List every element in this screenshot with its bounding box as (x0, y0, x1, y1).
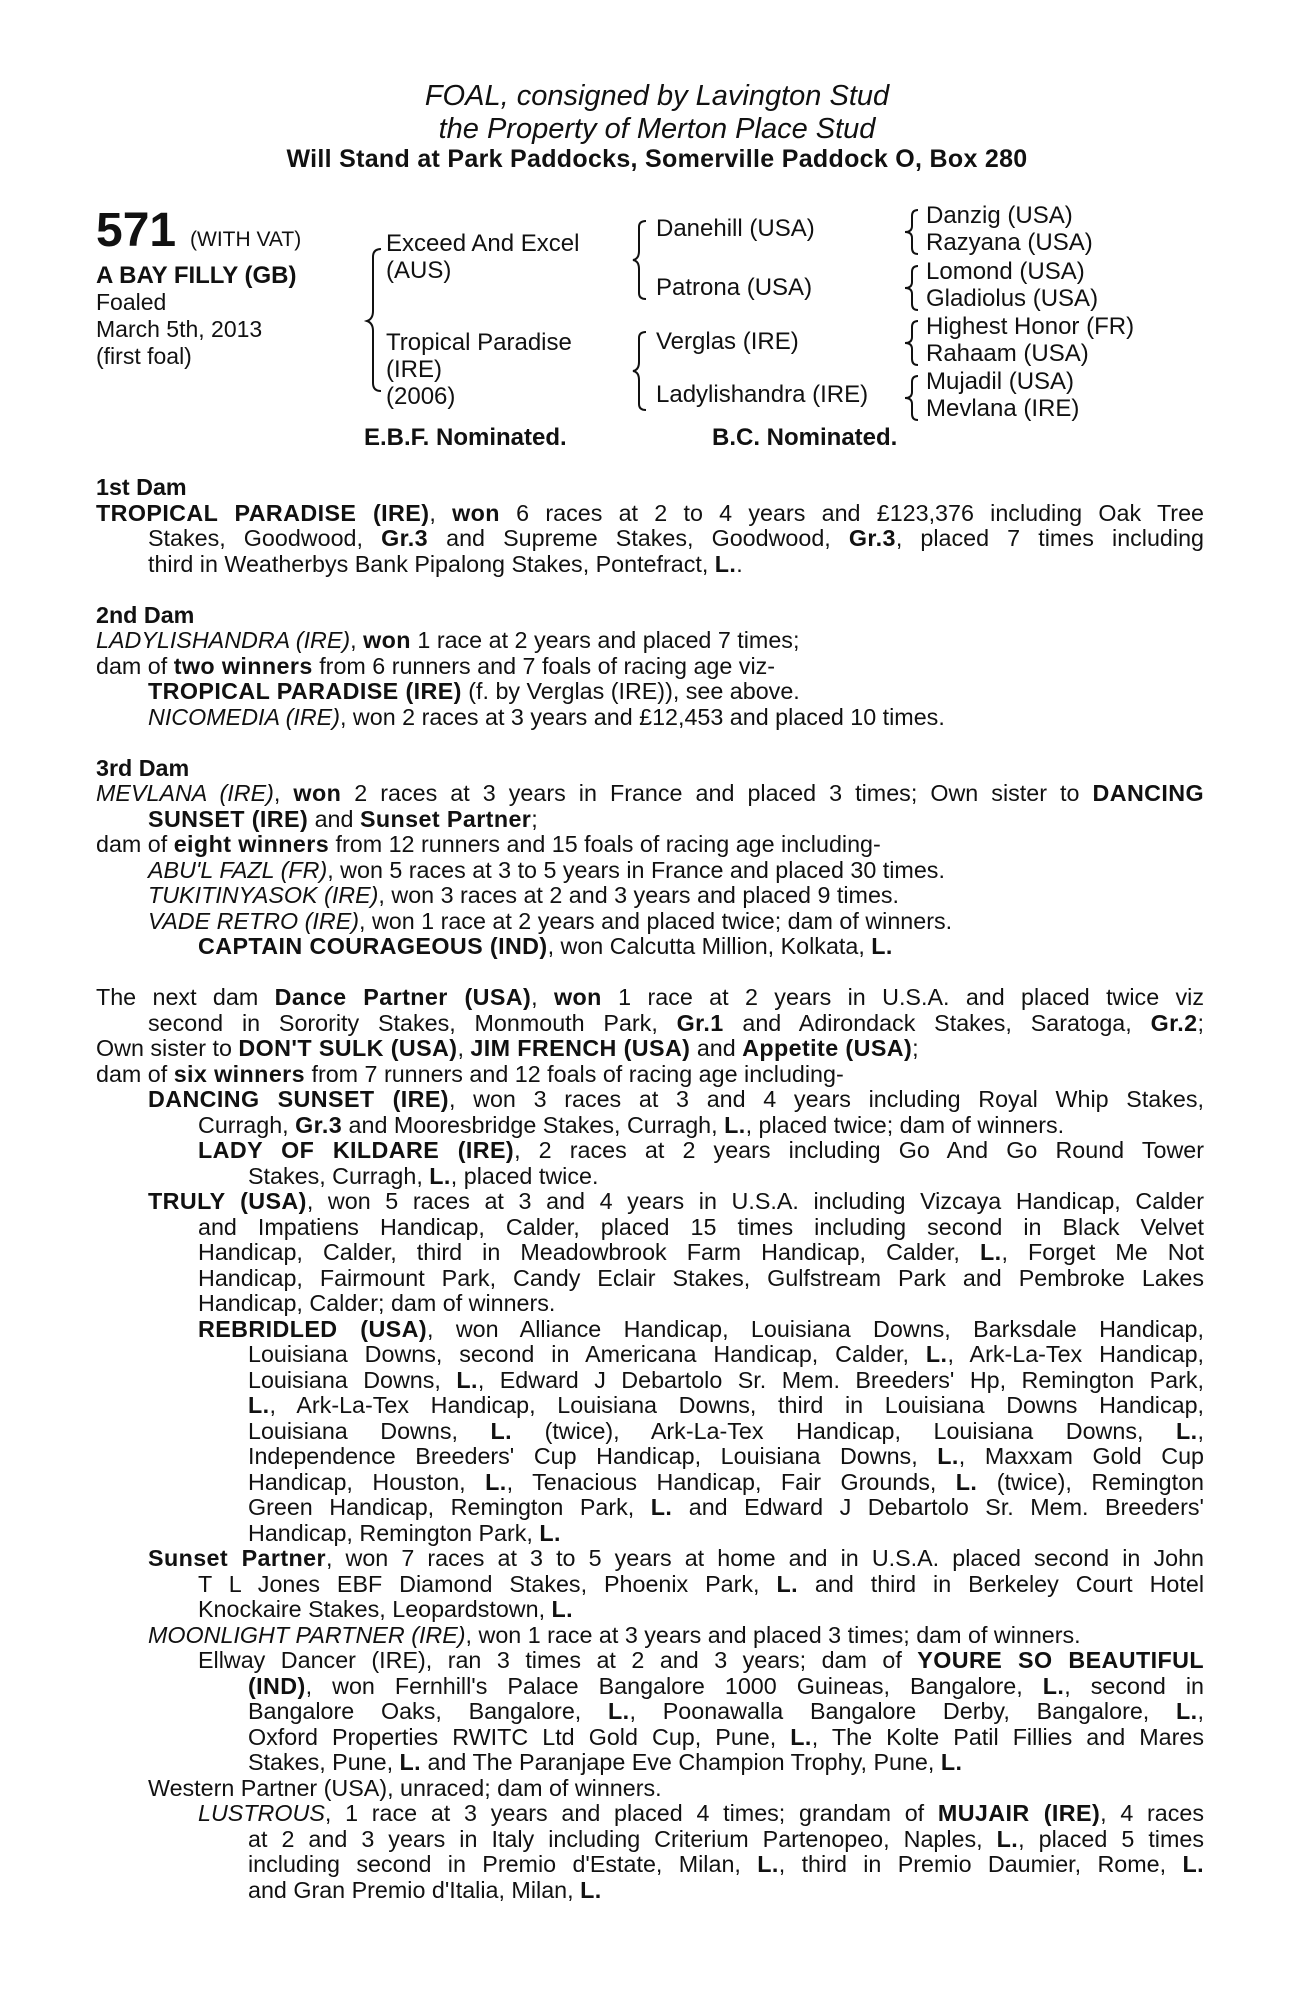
text: Stakes, Curragh, (248, 1162, 430, 1189)
horse-name: Sunset Partner (148, 1546, 326, 1571)
header-consignor: FOAL, consigned by Lavington Stud (424, 80, 890, 112)
text: Independence Breeders' Cup Handicap, Louisiana Downs, (248, 1444, 938, 1469)
dam3-name: MEVLANA (IRE) (96, 781, 274, 806)
text: dam of (96, 1060, 174, 1087)
listed: L. (650, 1495, 673, 1520)
text: and Gran Premio d'Italia, Milan, (248, 1876, 581, 1903)
listed: L. (1182, 1852, 1204, 1877)
horse-name: NICOMEDIA (IRE) (148, 703, 340, 730)
dam3-heading: 3rd Dam (96, 754, 190, 781)
text: from 6 runners and 7 foals of racing age viz- (312, 652, 776, 679)
grade: Gr.2 (1150, 1010, 1198, 1036)
listed: L. (1042, 1673, 1065, 1699)
text: Handicap, Fairmount Park, Candy Eclair Stakes, Gulfstream Park and Pembroke Lakes (198, 1265, 1204, 1291)
horse-name: CAPTAIN COURAGEOUS (IND) (198, 933, 548, 959)
listed: L. (429, 1162, 451, 1189)
listed: L. (757, 1852, 779, 1877)
text: , Ark-La-Tex Handicap, Louisiana Downs, third in Louisiana Downs Handicap, (269, 1393, 1204, 1418)
text: , 4 races (1100, 1801, 1204, 1826)
listed: L. (979, 1240, 1002, 1265)
pedigree-g2: Razyana (USA) (926, 229, 1093, 256)
lot-foaled-date: March 5th, 2013 (96, 316, 263, 342)
listed: L. (937, 1444, 959, 1469)
header-stand: Will Stand at Park Paddocks, Somerville Paddock O, Box 280 (286, 145, 1028, 173)
rebridled-line6 (96, 1444, 1204, 1470)
lot-number: 571 (96, 204, 177, 257)
rebridled-line7 (96, 1470, 1204, 1496)
horse-name: DANCING (1092, 781, 1204, 806)
bc-nominated: B.C. Nominated. (712, 424, 898, 451)
nextdam-line1 (96, 985, 1204, 1011)
lady-kildare-line1 (96, 1138, 1204, 1164)
text: , third in Premio Daumier, Rome, (778, 1852, 1183, 1877)
text: ; (1197, 1010, 1204, 1036)
listed: L. (871, 933, 893, 959)
dam2-child1 (96, 679, 1204, 705)
ellway-dancer-line4 (96, 1725, 1204, 1751)
pedigree-g3: Lomond (USA) (926, 258, 1085, 285)
dam1-line2 (96, 526, 1204, 552)
rebridled-line5 (96, 1419, 1204, 1445)
rebridled-line8 (96, 1495, 1204, 1521)
text: , won 5 races at 3 and 4 years in U.S.A. including Vizcaya Handicap, Calder (306, 1189, 1204, 1214)
text: , 2 races at 2 years including Go And Go Round Tower (514, 1138, 1204, 1163)
pedigree-bracket-2b (630, 328, 650, 414)
lustrous-line4 (96, 1878, 1204, 1904)
text: Handicap, Remington Park, (248, 1519, 540, 1546)
text: Louisiana Downs, second in Americana Handicap, Calder, (248, 1342, 926, 1367)
pedigree-g5: Highest Honor (FR) (926, 313, 1135, 340)
text: 2 races at 3 years in France and placed 3 times; Own sister to (341, 781, 1093, 806)
listed: L. (551, 1596, 574, 1622)
listed: L. (790, 1724, 812, 1750)
pedigree-g8: Mevlana (IRE) (926, 395, 1080, 422)
text: Louisiana Downs, (248, 1367, 457, 1393)
dancing-sunset-line1 (96, 1087, 1204, 1113)
dam3-line3 (96, 832, 1204, 858)
text: third in Weatherbys Bank Pipalong Stakes, Pontefract, (148, 550, 715, 577)
text: Handicap, Houston, (248, 1469, 486, 1495)
listed: L. (490, 1418, 513, 1444)
horse-name: TROPICAL PARADISE (IRE) (148, 678, 462, 704)
text: and Supreme Stakes, Goodwood, (428, 526, 849, 551)
truly-line5 (96, 1291, 1204, 1317)
text: ; (912, 1035, 919, 1061)
text: (f. by Verglas (IRE)), see above. (461, 678, 800, 704)
truly-line4 (96, 1266, 1204, 1292)
dam2-child2 (96, 705, 1204, 731)
dam2-line1: LADYLISHANDRA (IRE), won 1 race at 2 years and placed 7 times; (96, 627, 800, 653)
text: , Edward J Debartolo Sr. Mem. Breeders' Hp, Remington Park, (477, 1367, 1204, 1393)
pedigree-dam-dam: Ladylishandra (IRE) (656, 381, 869, 408)
text: and Adirondack Stakes, Saratoga, (723, 1010, 1151, 1036)
rebridled-line3 (96, 1368, 1204, 1394)
text: Stakes, Goodwood, (148, 526, 382, 551)
horse-name: JIM FRENCH (USA) (470, 1035, 691, 1061)
horse-name: REBRIDLED (USA) (198, 1316, 427, 1342)
horse-name: MOONLIGHT PARTNER (IRE) (148, 1621, 466, 1648)
pedigree-dam-country: (IRE) (386, 356, 442, 383)
text: Oxford Properties RWITC Ltd Gold Cup, Pune, (248, 1724, 791, 1750)
text: , won 3 races at 2 and 3 years and placed 9 times. (378, 882, 900, 908)
text: , won 5 races at 3 to 5 years in France and placed 30 times. (327, 856, 945, 883)
listed: L. (724, 1111, 746, 1138)
text: , second in (1064, 1673, 1204, 1699)
listed: L. (485, 1469, 507, 1495)
listed: L. (399, 1749, 422, 1775)
text: and (690, 1035, 743, 1061)
text: , (531, 985, 554, 1010)
listed: L. (940, 1749, 963, 1775)
text: 1 race at 2 years in U.S.A. and placed twice viz (601, 985, 1204, 1010)
text: , won 1 race at 2 years and placed twice; dam of winners. (359, 907, 953, 934)
listed: L. (996, 1826, 1019, 1852)
rebridled-line2 (96, 1342, 1204, 1368)
grade: Gr.3 (848, 526, 896, 551)
pedigree-bracket-1 (365, 245, 385, 395)
grade: Gr.3 (295, 1111, 343, 1138)
pedigree-dam: Tropical Paradise (386, 329, 572, 356)
dam1-line1: TROPICAL PARADISE (IRE), won 6 races at 2 to 4 years and £123,376 including Oak Tree (96, 500, 1204, 526)
text: , placed 7 times including (895, 526, 1204, 551)
text: and Mooresbridge Stakes, Curragh, (342, 1111, 725, 1138)
horse-name: Sunset Partner (359, 805, 532, 832)
text: , won Alliance Handicap, Louisiana Downs, Barksdale Handicap, (427, 1316, 1204, 1342)
text: Bangalore Oaks, Bangalore, (248, 1699, 609, 1724)
western-partner-line: Western Partner (USA), unraced; dam of winners. (148, 1774, 662, 1801)
dam1-name: TROPICAL PARADISE (IRE) (96, 500, 430, 526)
truly-line1 (96, 1189, 1204, 1215)
text: , won Fernhill's Palace Bangalore 1000 Guineas, Bangalore, (305, 1673, 1043, 1699)
text: T L Jones EBF Diamond Stakes, Phoenix Park, (198, 1571, 777, 1597)
rebridled-line9 (96, 1521, 1204, 1547)
text: Curragh, (198, 1111, 296, 1138)
text: , Poonawalla Bangalore Derby, Bangalore, (629, 1699, 1177, 1724)
horse-name: DANCING SUNSET (IRE) (148, 1087, 449, 1112)
horse-name: TRULY (USA) (148, 1189, 307, 1214)
horse-name: YOURE SO BEAUTIFUL (917, 1648, 1204, 1673)
dam2-won: won (363, 627, 411, 653)
listed: L. (925, 1342, 948, 1367)
spacer (96, 577, 1204, 603)
header-property: the Property of Merton Place Stud (438, 113, 876, 145)
lustrous-line1 (96, 1801, 1204, 1827)
horse-name: ABU'L FAZL (FR) (148, 856, 328, 883)
grade: Gr.1 (676, 1010, 724, 1036)
ebf-nominated: E.B.F. Nominated. (364, 424, 567, 451)
text: Ellway Dancer (IRE), ran 3 times at 2 and 3 years; dam of (198, 1648, 918, 1673)
text: from 7 runners and 12 foals of racing age including- (305, 1060, 844, 1087)
sunset-partner-line2 (96, 1572, 1204, 1598)
horse-name: LADY OF KILDARE (IRE) (198, 1138, 515, 1163)
dam3-child3 (96, 909, 1204, 935)
horse-name: Appetite (USA) (742, 1035, 913, 1061)
dam3-line1: MEVLANA (IRE), won 2 races at 3 years in France and placed 3 times; Own sister to DANCING (96, 781, 1204, 806)
text: and third in Berkeley Court Hotel (797, 1571, 1204, 1597)
nextdam-line4 (96, 1062, 1204, 1088)
pedigree-g6: Rahaam (USA) (926, 340, 1089, 367)
text: , won 3 races at 3 and 4 years including Royal Whip Stakes, (448, 1087, 1204, 1112)
text: , 1 race at 3 years and placed 4 times; grandam of (324, 1801, 938, 1826)
lot-first-foal: (first foal) (96, 343, 192, 369)
rebridled-line4 (96, 1393, 1204, 1419)
text: dam of (96, 652, 174, 679)
text: , won 1 race at 3 years and placed 3 times; dam of winners. (465, 1621, 1081, 1648)
horse-name: SUNSET (IRE) (148, 805, 309, 832)
text: , (457, 1035, 471, 1061)
lot-vat: (WITH VAT) (190, 228, 302, 251)
pedigree-dam-year: (2006) (386, 383, 456, 410)
text: , won Calcutta Million, Kolkata, (547, 933, 872, 959)
text: The next dam (96, 985, 275, 1010)
horse-name: DON'T SULK (USA) (238, 1035, 458, 1061)
listed: L. (580, 1876, 602, 1903)
listed: L. (776, 1571, 798, 1597)
dam3-child1 (96, 858, 1204, 884)
text: at 2 and 3 years in Italy including Criterium Partenopeo, Naples, (248, 1826, 997, 1852)
text: dam of (96, 831, 174, 857)
listed: L. (248, 1393, 270, 1418)
listed: L. (456, 1367, 478, 1393)
listed: L. (955, 1469, 978, 1495)
pedigree-bracket-3b (902, 262, 922, 314)
text: , (1197, 1418, 1204, 1444)
pedigree-sire-country: (AUS) (386, 257, 452, 284)
lot-horse-name: A BAY FILLY (GB) (96, 262, 297, 289)
pedigree-sire: Exceed And Excel (386, 230, 580, 257)
text: , won 2 races at 3 years and £12,453 and placed 10 times. (339, 703, 945, 730)
listed: L. (539, 1519, 561, 1546)
moonlight-partner-line (96, 1623, 1204, 1649)
text: , Forget Me Not (1001, 1240, 1204, 1265)
sunset-partner-line1 (96, 1546, 1204, 1572)
lot-foaled-label: Foaled (96, 289, 167, 315)
pedigree-bracket-3a (902, 206, 922, 258)
listed: L. (1176, 1418, 1198, 1444)
text: , won 7 races at 3 to 5 years at home and in U.S.A. placed second in John (325, 1546, 1204, 1571)
dam3-grandchild (96, 934, 1204, 960)
dam2-heading: 2nd Dam (96, 601, 195, 628)
spacer (96, 960, 1204, 986)
text: Handicap, Calder; dam of winners. (198, 1290, 556, 1316)
winners-count: eight winners (173, 831, 330, 857)
pedigree-g4: Gladiolus (USA) (926, 285, 1099, 312)
catalogue-body (96, 475, 1204, 1903)
lustrous-line2 (96, 1827, 1204, 1853)
horse-name: LUSTROUS (198, 1801, 325, 1826)
pedigree-bracket-3d (902, 372, 922, 424)
text: Handicap, Calder, third in Meadowbrook Farm Handicap, Calder, (198, 1240, 980, 1265)
dam3-child2 (96, 883, 1204, 909)
text: 6 races at 2 to 4 years and £123,376 including Oak Tree (499, 500, 1204, 526)
text: (twice), Ark-La-Tex Handicap, Louisiana Downs, (512, 1418, 1177, 1444)
text: second in Sorority Stakes, Monmouth Park, (148, 1010, 677, 1036)
text: , Maxxam Gold Cup (958, 1444, 1204, 1469)
listed: L. (608, 1699, 630, 1724)
horse-name: (IND) (248, 1673, 306, 1699)
truly-line3 (96, 1240, 1204, 1266)
sunset-partner-line3 (96, 1597, 1204, 1623)
text: and Impatiens Handicap, Calder, placed 15 times including second in Black Velvet (198, 1214, 1204, 1240)
text: including second in Premio d'Estate, Milan, (248, 1852, 758, 1877)
ellway-dancer-line3 (96, 1699, 1204, 1725)
dam1-won: won (452, 500, 500, 526)
text: Green Handicap, Remington Park, (248, 1495, 651, 1520)
text: . (736, 550, 743, 577)
rebridled-line1 (96, 1317, 1204, 1343)
text: , The Kolte Patil Fillies and Mares (811, 1724, 1204, 1750)
pedigree-g1: Danzig (USA) (926, 202, 1073, 229)
text: , placed 5 times (1018, 1826, 1204, 1852)
text: , Ark-La-Tex Handicap, (947, 1342, 1204, 1367)
pedigree-bracket-3c (902, 317, 922, 369)
text: and Edward J Debartolo Sr. Mem. Breeders' (672, 1495, 1204, 1520)
text: and (308, 805, 360, 832)
dam2-line2 (96, 654, 1204, 680)
text: and The Paranjape Eve Champion Trophy, Pune, (421, 1749, 941, 1775)
won: won (554, 985, 602, 1010)
horse-name: Dance Partner (USA) (274, 985, 532, 1010)
nextdam-line3 (96, 1036, 1204, 1062)
dancing-sunset-line2 (96, 1113, 1204, 1139)
dam1-line3 (96, 552, 1204, 578)
pedigree-bracket-2a (630, 217, 650, 303)
pedigree-g7: Mujadil (USA) (926, 368, 1075, 395)
text: , placed twice. (450, 1162, 599, 1189)
text: 1 race at 2 years and placed 7 times; (410, 627, 800, 653)
text: , Tenacious Handicap, Fair Grounds, (506, 1469, 956, 1495)
ellway-dancer-line5 (96, 1750, 1204, 1776)
winners-count: six winners (173, 1060, 305, 1087)
text: Own sister to (96, 1035, 239, 1061)
dam2-name: LADYLISHANDRA (IRE) (96, 627, 351, 653)
horse-name: TUKITINYASOK (IRE) (148, 882, 379, 908)
lady-kildare-line2 (96, 1164, 1204, 1190)
dam1-heading: 1st Dam (96, 474, 187, 500)
ellway-dancer-line2 (96, 1674, 1204, 1700)
text: Louisiana Downs, (248, 1418, 491, 1444)
pedigree-sire-dam: Patrona (USA) (656, 274, 813, 301)
grade: Gr.3 (381, 526, 429, 551)
pedigree-dam-sire: Verglas (IRE) (656, 328, 799, 355)
lustrous-line3 (96, 1852, 1204, 1878)
text: (twice), Remington (977, 1469, 1204, 1495)
listed: L. (1176, 1699, 1198, 1724)
pedigree-sire-sire: Danehill (USA) (656, 215, 815, 242)
text: , (1197, 1699, 1204, 1724)
text: ; (531, 805, 538, 832)
horse-name: VADE RETRO (IRE) (148, 907, 359, 934)
winners-count: two winners (173, 652, 313, 679)
text: from 12 runners and 15 foals of racing age including- (329, 831, 881, 857)
dam3-line2 (96, 807, 1204, 833)
ellway-dancer-line1 (96, 1648, 1204, 1674)
spacer (96, 730, 1204, 756)
horse-name: MUJAIR (IRE) (937, 1801, 1101, 1826)
text: Stakes, Pune, (248, 1749, 400, 1775)
listed: L. (714, 550, 737, 577)
text: , placed twice; dam of winners. (745, 1111, 1065, 1138)
nextdam-line2 (96, 1011, 1204, 1037)
dam3-won: won (293, 781, 342, 806)
truly-line2 (96, 1215, 1204, 1241)
text: Knockaire Stakes, Leopardstown, (198, 1596, 552, 1622)
